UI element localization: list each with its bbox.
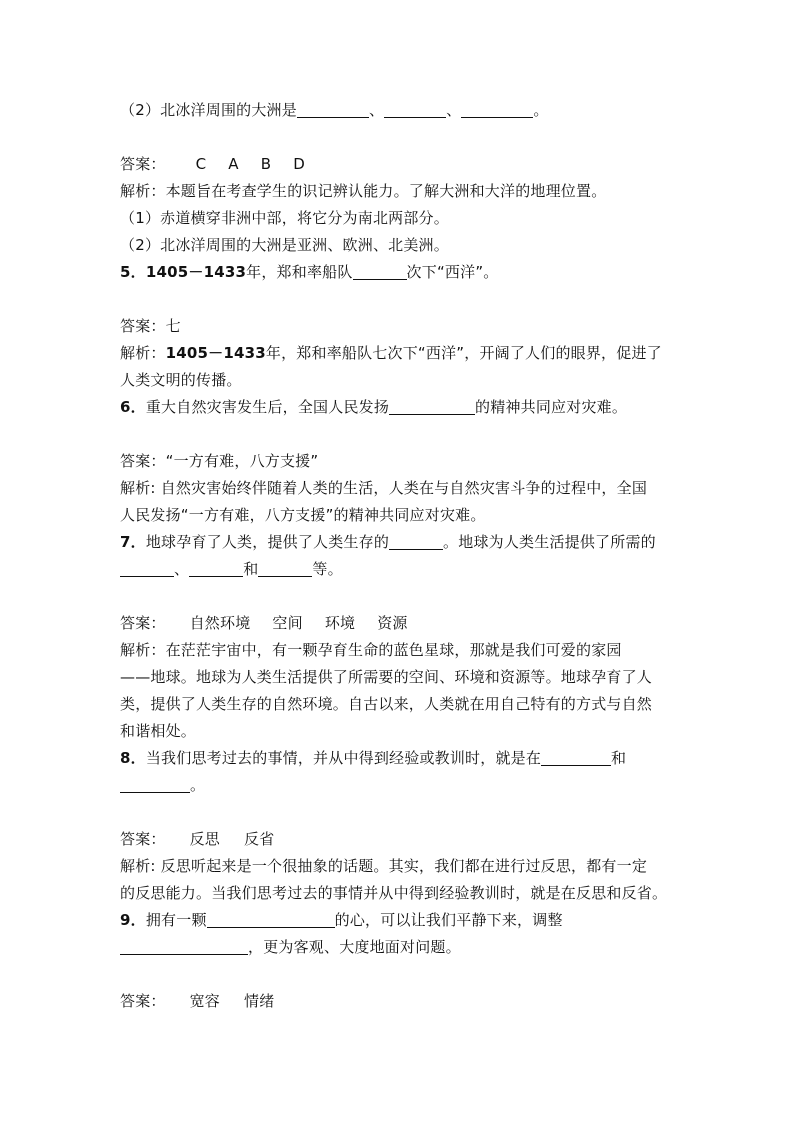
question-end: 。	[190, 776, 206, 794]
explanation-label: 解析：	[120, 344, 166, 362]
answer-blank	[384, 101, 446, 118]
question-number: 7．	[120, 533, 146, 551]
explanation-line: 人民发扬“一方有难，八方支援”的精神共同应对灾难。	[120, 506, 486, 524]
separator: 、	[174, 560, 190, 578]
question-6	[120, 394, 627, 420]
question-end: 。	[533, 101, 549, 119]
explanation-years: 1405－1433	[165, 344, 266, 362]
question-text: 次下“西洋”。	[406, 263, 499, 281]
answer-label: 答案：	[120, 614, 166, 632]
answer-value: A	[228, 155, 239, 173]
question-text: 的心，可以让我们平静下来，调整	[334, 911, 563, 929]
explanation-line: 和谐相处。	[120, 722, 197, 740]
question-text: 和	[243, 560, 259, 578]
explanation-line: 类，提供了人类生存的自然环境。自古以来，人类就在用自己特有的方式与自然	[120, 695, 653, 713]
answer-blank	[207, 911, 335, 928]
answer-4	[120, 151, 305, 177]
question-5	[120, 259, 499, 285]
question-years: 1405－1433	[145, 263, 247, 281]
answer-value: 反省	[244, 830, 275, 848]
answer-value: 情绪	[244, 992, 275, 1010]
answer-blank	[258, 560, 312, 577]
explanation-line: （1）赤道横穿非洲中部，将它分为南北两部分。	[120, 209, 449, 227]
answer-blank	[189, 560, 243, 577]
answer-label: 答案：	[120, 155, 166, 173]
answer-label: 答案：	[120, 830, 166, 848]
question-text: ，更为客观、大度地面对问题。	[248, 938, 461, 956]
question-text: 的精神共同应对灾难。	[475, 398, 628, 416]
answer-value: 自然环境	[189, 614, 251, 632]
answer-value: 反思	[189, 830, 221, 848]
separator: 、	[368, 101, 385, 119]
explanation-line: 人类文明的传播。	[120, 371, 242, 389]
answer-blank	[120, 776, 190, 793]
answer-8	[120, 826, 274, 852]
question-text: 和	[611, 749, 627, 767]
question-number: 5．	[120, 263, 146, 281]
answer-blank	[461, 101, 533, 118]
question-number: 8．	[120, 749, 146, 767]
answer-value: C	[195, 155, 207, 173]
question-4-part-2	[120, 97, 549, 123]
answer-9	[120, 988, 274, 1014]
question-text: 地球孕育了人类，提供了人类生存的	[145, 533, 390, 551]
answer-value: 宽容	[189, 992, 221, 1010]
answer-label: 答案：	[120, 992, 166, 1010]
answer-value: 环境	[324, 614, 356, 632]
answer-value: B	[260, 155, 272, 173]
answer-blank	[120, 560, 174, 577]
explanation-line: 的反思能力。当我们思考过去的事情并从中得到经验教训时，就是在反思和反省。	[120, 884, 668, 902]
answer-blank	[353, 263, 407, 280]
explanation-line: 解析: 反思听起来是一个很抽象的话题。其实，我们都在进行过反思，都有一定	[120, 857, 648, 875]
question-7-continued	[120, 556, 343, 582]
answer-blank	[541, 749, 611, 766]
explanation-line: 解析：本题旨在考查学生的识记辨认能力。了解大洲和大洋的地理位置。	[120, 182, 607, 200]
answer-6: 答案：“一方有难，八方支援”	[120, 452, 319, 470]
question-text: 。地球为人类生活提供了所需的	[443, 533, 656, 551]
question-text: （2）北冰洋周围的大洲是	[120, 101, 297, 119]
explanation-line: 解析：在茫茫宇宙中，有一颗孕育生命的蓝色星球，那就是我们可爱的家园	[120, 641, 622, 659]
answer-blank	[389, 398, 475, 415]
question-9-continued	[120, 934, 461, 960]
explanation-line	[120, 340, 662, 366]
answer-value: 空间	[272, 614, 303, 632]
answer-blank	[120, 938, 248, 955]
question-text: 重大自然灾害发生后，全国人民发扬	[145, 398, 390, 416]
question-9	[120, 907, 563, 933]
question-text: 当我们思考过去的事情，并从中得到经验或教训时，就是在	[145, 749, 542, 767]
explanation-line: （2）北冰洋周围的大洲是亚洲、欧洲、北美洲。	[120, 236, 449, 254]
question-text: 年，郑和率船队	[246, 263, 353, 281]
question-text: 拥有一颗	[145, 911, 207, 929]
answer-value: 资源	[377, 614, 408, 632]
question-7	[120, 529, 656, 555]
separator: 、	[446, 101, 462, 119]
answer-blank	[389, 533, 443, 550]
answer-5: 答案：七	[120, 317, 181, 335]
answer-value: D	[293, 155, 306, 173]
question-8-continued	[120, 772, 205, 798]
question-8	[120, 745, 626, 771]
question-number: 9．	[120, 911, 146, 929]
explanation-text: 年，郑和率船队七次下“西洋”，开阔了人们的眼界，促进了	[265, 344, 662, 362]
answer-7	[120, 610, 408, 636]
explanation-line: ——地球。地球为人类生活提供了所需要的空间、环境和资源等。地球孕育了人	[120, 668, 653, 686]
question-text: 等。	[312, 560, 343, 578]
answer-blank	[297, 101, 369, 118]
explanation-line: 解析: 自然灾害始终伴随着人类的生活，人类在与自然灾害斗争的过程中，全国	[120, 479, 648, 497]
question-number: 6．	[120, 398, 146, 416]
